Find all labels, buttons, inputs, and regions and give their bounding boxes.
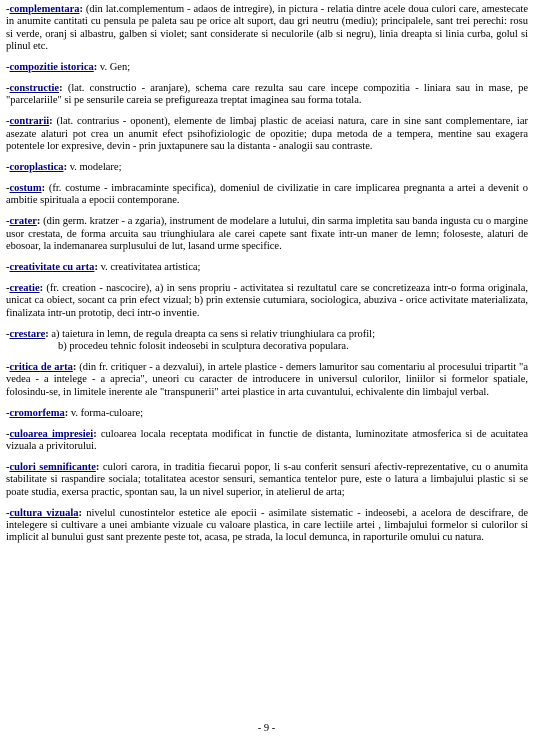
entry-definition: (fr. creation - nascocire), a) in sens propriu - activitatea si rezultatul care se concretizeaza intr-o forma originala, unicat ca obiect, socant ca prin efect vizual; b) prin extensie cutumiara, sociologica, abuziva - orice activitate materializata, finalizata intr-un prototip, deci intr-o inventie. [6, 282, 528, 319]
entry-term: complementara [9, 4, 80, 15]
entry-definition: culori carora, in traditia fiecarui popor, li s-au conferit sensuri afectiv-reprezentative, cu o anumita stabilitate si raspandire sociala; totalitatea acestor sensuri, semantica tentelor pure, este o latura a limbajului plastic si se poate studia, exersa practic, spontan sau, la un nivel superior, in atelierul de arta; [6, 461, 528, 498]
entry-term: creatie [9, 282, 40, 294]
glossary-entry-cromorfema [6, 408, 528, 420]
glossary-entry-crater [6, 216, 528, 253]
entry-dash: - [6, 507, 10, 519]
entry-dash: - [6, 182, 10, 194]
entry-dash: - [6, 62, 10, 74]
entry-term: constructie [9, 83, 60, 95]
entry-dash: - [6, 83, 10, 95]
entry-definition: (lat. contrarius - oponent), elemente de limbaj plastic de aceiasi natura, care in sine sant complementare, iar asezate alaturi pot crea un anumit efect psihofiziologic de opozitie; dupa metoda de a tempera, mentine sau exagera potentele lor expresive, devin - prin juxtapunere sau la distanta - analogii sau contraste. [6, 116, 528, 153]
glossary-entry-creatie [6, 283, 528, 320]
entry-line-a [6, 329, 528, 341]
entry-term: culoarea impresiei [9, 428, 94, 440]
page-number: - 9 - [257, 723, 276, 734]
entry-dash: - [6, 361, 10, 373]
entry-dash: - [6, 116, 10, 128]
glossary-entry-cultura-vizuala [6, 508, 528, 545]
entry-term: cromorfema [9, 407, 65, 419]
entry-definition: (din lat.complementum - adaos de intregire), in pictura - relatia dintre acele doua culori care, amestecate in anumite cantitati cu pensula pe paleta sau pe orice alt suport, dau gri neutru (mediu); principalele, sant trei perechi: rosu si verde, oranj si albastru, galben si violet; sant considerate si neculorile (alb si negru), linia dreapta si linia curba, golul si plinul etc. [6, 4, 528, 53]
entry-term: critica de arta [9, 361, 73, 373]
entry-colon: : [45, 328, 49, 340]
entry-colon: : [72, 361, 77, 373]
entry-line-b: b) procedeu tehnic folosit indeosebi in sculptura decorativa populara. [58, 341, 349, 353]
entry-dash: - [6, 407, 10, 419]
entry-term: culori semnificante [9, 461, 96, 473]
entry-definition: nivelul cunostintelor estetice ale epocii - asimilate sistematic - indeosebi, a acelora de descifrare, de intelegere si cultivare a unei ambiante vizuale cu valoare plastica, in care lectiile artei , limbajului formelor si culorilor si implicit al bunului gust sant prezente peste tot, acasa, pe strada, la locul demunca, in raporturile omului cu natura. [6, 507, 528, 544]
entry-colon: : [94, 262, 98, 273]
entry-definition: v. forma-culoare; [68, 407, 144, 419]
entry-definition: (lat. constructio - aranjare), schema care rezulta sau care incepe compozitia - liniara sau in mase, pe "parcelariile" si pe sensurile careia se prefigureaza treptat imaginea sau forma totala. [6, 83, 528, 107]
entry-dash: - [6, 4, 10, 15]
glossary-entry-costum [6, 183, 528, 208]
entry-term: crestare [9, 328, 46, 340]
entry-definition: (din germ. kratzer - a zgaria), instrument de modelare a lutului, din sarma impletita sau banda ingusta cu o margine usor crestata, de forma arcuita sau triunghiulara ale carei capete sant fixate intr-un maner de lemn; foloseste, alaturi de ebosoar, la indemanarea surplusului de lut, lasand urme specifice. [6, 216, 528, 253]
entry-definition: (din fr. critiquer - a dezvalui), in artele plastice - demers lamuritor sau comentariu al procesului tripartit "a vedea - a intelege - a aprecia", uneori cu caracter de introducere in universul culorilor, liniilor si formelor spatiale, folosindu-se, in limitele inerente ale "transpunerii" artei plastice in arta cuvantului, echivalente din limbajul verbal. [6, 361, 528, 398]
entry-colon: : [78, 507, 83, 519]
entry-colon: : [93, 428, 97, 440]
entry-dash: - [6, 428, 10, 440]
glossary-entry-creativitate-cu-arta [6, 262, 528, 274]
entry-colon: : [79, 4, 83, 15]
entry-colon: : [63, 162, 68, 174]
glossary-entry-complementara [6, 4, 528, 54]
entry-definition: culoarea locala receptata modificat in functie de distanta, luminozitate atmosferica si de acuitatea vizuala a privitorului. [6, 428, 528, 452]
entry-colon: : [59, 83, 63, 95]
glossary-entry-constructie [6, 83, 528, 108]
entry-dash: - [6, 262, 10, 273]
entry-colon: : [39, 282, 44, 294]
entry-definition: (fr. costume - imbracaminte specifica), domeniul de civilizatie in care implicarea pregnanta a artei a devenit o ambitie spirituala a epocii contemporane. [6, 182, 528, 207]
entry-colon: : [41, 182, 46, 194]
glossary-entry-contrarii [6, 116, 528, 153]
entry-definition: a) taietura in lemn, de regula dreapta ca sens si relativ triunghiulara ca profil; [48, 328, 376, 340]
entry-colon: : [36, 216, 41, 228]
entry-definition: v. Gen; [97, 62, 131, 74]
entry-dash: - [6, 461, 10, 473]
entry-term: compozitie istorica [9, 62, 94, 74]
glossary-entry-compozitie-istorica [6, 62, 528, 74]
entry-term: coroplastica [9, 162, 64, 174]
entry-colon: : [95, 461, 100, 473]
entry-dash: - [6, 216, 10, 228]
document-body [6, 4, 528, 553]
entry-term: costum [9, 182, 42, 194]
entry-dash: - [6, 282, 10, 294]
entry-colon: : [49, 116, 53, 128]
glossary-entry-culoarea-impresiei [6, 429, 528, 454]
entry-definition: v. creativitatea artistica; [97, 262, 201, 273]
glossary-entry-crestare [6, 329, 528, 354]
entry-term: creativitate cu arta [9, 262, 95, 273]
entry-term: contrarii [9, 116, 50, 128]
entry-colon: : [64, 407, 69, 419]
entry-colon: : [93, 62, 98, 74]
glossary-entry-critica-de-arta [6, 362, 528, 399]
glossary-entry-coroplastica [6, 162, 528, 174]
glossary-entry-culori-semnificante [6, 462, 528, 499]
entry-dash: - [6, 328, 10, 340]
entry-term: cultura vizuala [9, 507, 79, 519]
entry-dash: - [6, 162, 10, 174]
entry-definition: v. modelare; [67, 162, 122, 174]
entry-term: crater [9, 216, 37, 228]
